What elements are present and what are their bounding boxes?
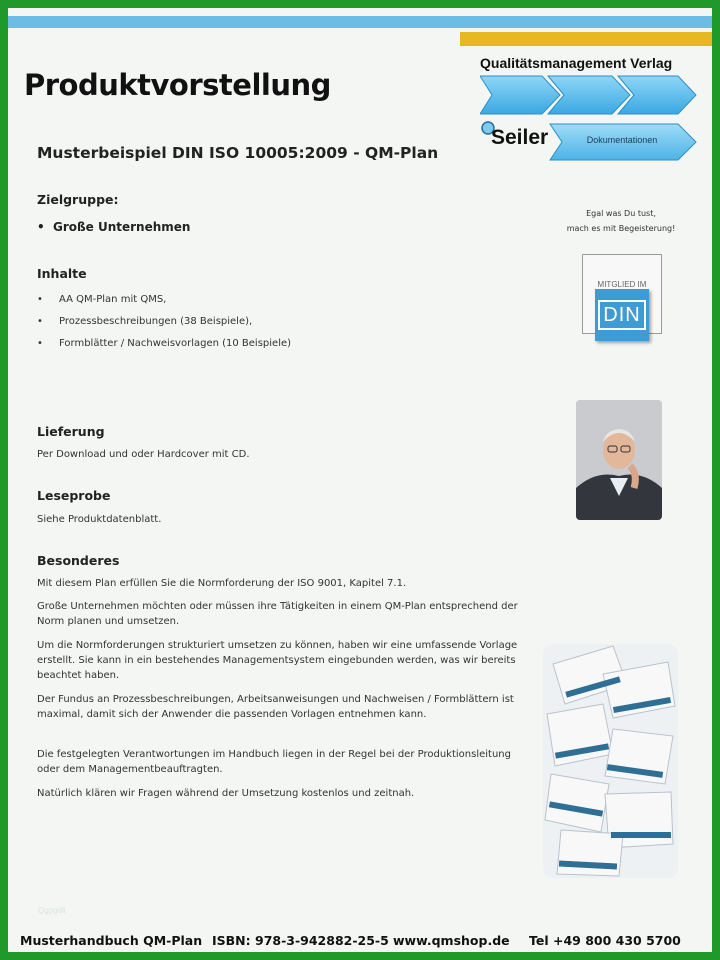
publisher-title: Qualitätsmanagement Verlag xyxy=(480,55,673,71)
list-item xyxy=(37,313,291,335)
leseprobe-text: Siehe Produktdatenblatt. xyxy=(37,514,162,525)
lieferung-heading: Lieferung xyxy=(37,424,105,439)
bullet-icon: • xyxy=(37,316,43,327)
list-item xyxy=(37,291,291,313)
list-item-text: AA QM-Plan mit QMS, xyxy=(59,294,167,305)
bullet-icon: • xyxy=(37,338,43,349)
slogan-line-1: Egal was Du tust, xyxy=(586,209,656,218)
list-item-text: Prozessbeschreibungen (38 Beispiele), xyxy=(59,316,253,327)
page-subtitle: Musterbeispiel DIN ISO 10005:2009 - QM-Plan xyxy=(37,144,439,162)
footer-website-link[interactable]: www.qmshop.de xyxy=(393,933,510,948)
inhalte-heading: Inhalte xyxy=(37,266,87,281)
zielgruppe-item xyxy=(37,220,190,234)
top-accent-bar xyxy=(8,16,712,28)
besonderes-paragraph: Natürlich klären wir Fragen während der Umsetzung kostenlos und zeitnah. xyxy=(37,788,415,799)
seiler-brand-name: Seiler xyxy=(491,126,549,149)
footer-isbn: ISBN: 978-3-942882-25-5 xyxy=(212,933,389,948)
inhalte-list xyxy=(37,291,291,357)
besonderes-heading: Besonderes xyxy=(37,553,120,568)
din-logo-text: DIN xyxy=(598,300,645,330)
footer-product: Musterhandbuch QM-Plan xyxy=(20,933,203,948)
product-books-image xyxy=(543,644,678,878)
besonderes-paragraph: Große Unternehmen möchten oder müssen ihre Tätigkeiten in einem QM-Plan entsprechend der Norm planen und umsetzen. xyxy=(37,601,518,627)
author-photo xyxy=(576,400,662,520)
din-member-label: MITGLIED IM xyxy=(597,280,647,289)
bullet-icon: • xyxy=(37,220,45,234)
process-chevrons-graphic xyxy=(480,74,698,116)
leseprobe-heading: Leseprobe xyxy=(37,488,111,503)
din-membership-badge xyxy=(582,254,662,334)
bullet-icon: • xyxy=(37,294,43,305)
slogan-line-2: mach es mit Begeisterung! xyxy=(566,224,676,233)
zielgruppe-item-text: Große Unternehmen xyxy=(53,220,191,234)
footer-phone: Tel +49 800 430 5700 xyxy=(529,933,681,948)
list-item xyxy=(37,335,291,357)
faint-watermark: Qgpgdli xyxy=(38,906,66,915)
zielgruppe-heading: Zielgruppe: xyxy=(37,192,119,207)
besonderes-paragraph: Mit diesem Plan erfüllen Sie die Normforderung der ISO 9001, Kapitel 7.1. xyxy=(37,578,407,589)
chevron-1 xyxy=(480,76,560,114)
document-page xyxy=(8,8,712,952)
besonderes-paragraph: Der Fundus an Prozessbeschreibungen, Arbeitsanweisungen und Nachweisen / Formblättern ist maximal, damit sich der Anwender die passenden Vorlagen entnehmen kann. xyxy=(37,694,514,720)
gold-accent-bar xyxy=(460,32,712,46)
lieferung-text: Per Download und oder Hardcover mit CD. xyxy=(37,449,250,460)
page-title: Produktvorstellung xyxy=(24,68,331,102)
besonderes-paragraph: Die festgelegten Verantwortungen im Handbuch liegen in der Regel bei der Produktionsleitung oder dem Managementbeauftragten. xyxy=(37,749,511,775)
slogan xyxy=(548,206,694,236)
documentation-label: Dokumentationen xyxy=(586,135,658,145)
din-logo xyxy=(595,289,649,341)
besonderes-paragraph: Um die Normforderungen strukturiert umsetzen zu können, haben wir eine umfassende Vorlage erstellt. Sie kann in ein bestehendes Managementsystem eingebunden werden, was wir bereits beachtet haben. xyxy=(37,640,518,681)
list-item-text: Formblätter / Nachweisvorlagen (10 Beispiele) xyxy=(59,338,292,349)
